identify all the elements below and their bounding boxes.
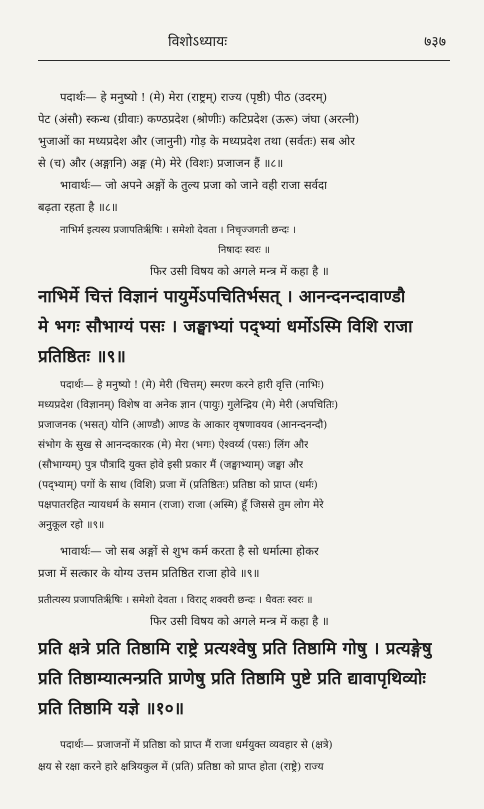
padartha-9-line-4: संभोग के सुख से आनन्दकारक (मे) मेरा (भगः) ऐश्वर्य्य (पसः) लिंग और	[38, 439, 309, 451]
padartha-9-line-8: अनुकूल रहो ॥९॥	[38, 519, 105, 531]
mantra-9-intro: फिर उसी विषय को अगले मन्त्र में कहा है ॥	[150, 264, 329, 278]
bhavartha-9-line-1: भावार्थः— जो सब अङ्गों से शुभ कर्म करता है सो धर्मात्मा होकर	[60, 544, 319, 558]
mantra-9-svara: निषादः स्वरः ॥	[218, 245, 270, 256]
padartha-8-line-1: पदार्थः— हे मनुष्यो ! (मे) मेरा (राष्ट्रम्) राज्य (पृष्ठी) पीठ (उदरम्)	[60, 90, 328, 104]
padartha-9-line-5: (सौभाग्यम्) पुत्र पौत्रादि युक्त होवे इसी प्रकार मैं (जङ्घाभ्याम्) जङ्घा और	[38, 459, 304, 471]
padartha-9-line-3: प्रजाजनक (भसत्) योनि (आण्डौ) आण्ड के आकार वृषणावयव (आनन्दनन्दौ)	[38, 419, 328, 431]
page-number: ७३७	[424, 34, 446, 50]
verse-10-line-2: प्रति तिष्ठाम्यात्मन्प्रति प्राणेषु प्रति तिष्ठामि पुष्टे प्रति द्यावापृथिव्योः	[38, 669, 427, 689]
padartha-8-line-4: से (च) और (अङ्गानि) अङ्ग (मे) मेरे (विशः) प्रजाजन हैं ॥८॥	[38, 156, 284, 170]
running-header	[0, 32, 484, 56]
padartha-10-line-2: क्षय से रक्षा करने हारे क्षत्रियकुल में (प्रति) प्रतिष्ठा को प्राप्त होता (राष्ट्रे) राज्य	[38, 761, 324, 773]
mantra-9-meta: नाभिर्म इत्यस्य प्रजापतिर्ऋ॑षिः । समेशो देवता । निचृज्जगती छन्दः ।	[60, 225, 296, 236]
padartha-10-line-1: पदार्थः— प्रजाजनों में प्रतिष्ठा को प्राप्त मैं राजा धर्मयुक्त व्यवहार से (क्षत्रे)	[60, 739, 333, 751]
verse-10-line-1: प्रति क्षत्रे प्रति तिष्ठामि राष्ट्रे प्रत्यश्वेषु प्रति तिष्ठामि गोषु । प्रत्यङ्गेषु	[38, 639, 432, 659]
verse-9-line-1: नाभिर्मे चित्तं विज्ञानं पायुर्मेऽपचितिर्भसत् । आनन्दनन्दावाण्डौ	[38, 287, 406, 307]
mantra-10-intro: फिर उसी विषय को अगले मन्त्र में कहा है ॥	[150, 614, 329, 628]
padartha-8-line-3: भुजाओं का मध्यप्रदेश और (जानुनी) गोड़ के मध्यप्रदेश तथा (सर्वतः) सब ओर	[38, 134, 355, 148]
chapter-title: विशोऽध्यायः	[168, 34, 228, 50]
mantra-10-meta: प्रतीत्यस्य प्रजापतिर्ऋ॑षिः । समेशो देवता । विराट् शक्वरी छन्दः । धैवतः स्वरः ॥	[38, 595, 313, 606]
header-rule	[38, 60, 450, 61]
verse-9-line-2: मे भगः सौभाग्यं पसः । जङ्घाभ्यां पद्भ्यां धर्मोऽस्मि विशि राजा	[38, 317, 413, 337]
bhavartha-8-line-1: भावार्थः— जो अपने अङ्गों के तुल्य प्रजा को जाने वही राजा सर्वदा	[60, 178, 328, 192]
bhavartha-9-line-2: प्रजा में सत्कार के योग्य उत्तम प्रतिष्ठित राजा होवे ॥९॥	[38, 566, 260, 580]
verse-10-line-3: प्रति तिष्ठामि यज्ञे ॥१०॥	[38, 699, 185, 719]
padartha-9-line-1: पदार्थः— हे मनुष्यो ! (मे) मेरी (चित्तम्) स्मरण करने हारी वृत्ति (नाभिः)	[60, 379, 325, 391]
padartha-9-line-2: मध्यप्रदेश (विज्ञानम्) विशेष वा अनेक ज्ञान (पायुः) गुलेन्द्रिय (मे) मेरी (अपचितिः)	[38, 399, 339, 411]
verse-9-line-3: प्रतिष्ठितः ॥९॥	[38, 347, 127, 367]
padartha-9-line-7: पक्षपातरहित न्यायधर्म के समान (राजा) राजा (अस्मि) हूँ जिससे तुम लोग मेरे	[38, 499, 324, 511]
padartha-8-line-2: पेट (अंसौ) स्कन्ध (ग्रीवाः) कण्ठप्रदेश (श्रोणीः) कटिप्रदेश (ऊरू) जंघा (अरत्नी)	[38, 112, 360, 126]
padartha-9-line-6: (पद्भ्याम्) पगों के साथ (विशि) प्रजा में (प्रतिष्ठितः) प्रतिष्ठा को प्राप्त (धर्मः)	[38, 479, 318, 491]
bhavartha-8-line-2: बढ़ता रहता है ॥८॥	[38, 200, 118, 214]
